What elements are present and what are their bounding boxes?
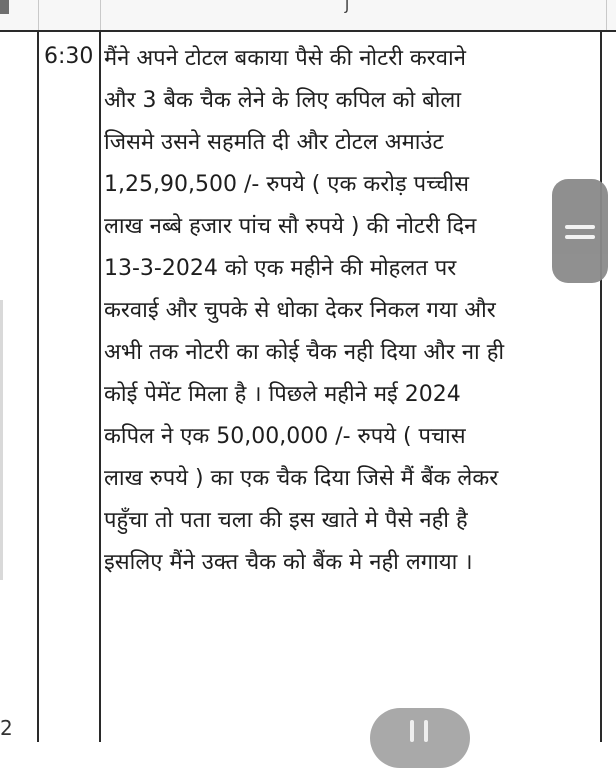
header-divider	[606, 0, 607, 30]
text-line: करवाई और चुपके से धोका देकर निकल गया और	[104, 298, 496, 323]
time-cell: 6:30	[44, 44, 94, 69]
grid-line-middle	[99, 30, 101, 742]
text-line: 13-3-2024 को एक महीने की मोहलत पर	[104, 256, 457, 281]
row-number: 2	[0, 716, 13, 740]
text-line: लाख नब्बे हजार पांच सौ रुपये ) की नोटरी दिन	[104, 214, 477, 239]
text-line: 1,25,90,500 /- रुपये ( एक करोड़ पच्चीस	[104, 172, 470, 197]
handle-grip	[565, 235, 595, 239]
text-line: और 3 बैक चैक लेने के लिए कपिल को बोला	[104, 88, 462, 113]
handle-grip	[565, 225, 595, 229]
header-divider	[100, 0, 101, 30]
text-line: कोई पेमेंट मिला है । पिछले महीने मई 2024	[104, 382, 461, 407]
handle-bar	[424, 720, 428, 742]
text-line: कपिल ने एक 50,00,000 /- रुपये ( पचास	[104, 424, 466, 449]
text-line: इसलिए मैंने उक्त चैक को बैंक मे नही लगाया ।	[104, 550, 473, 575]
handle-bar	[410, 720, 414, 742]
text-line: मैंने अपने टोटल बकाया पैसे की नोटरी करवाने	[104, 46, 466, 71]
header-glyph: J	[345, 0, 350, 14]
selection-marker	[0, 0, 9, 14]
header-divider	[38, 0, 39, 30]
text-line: जिसमे उसने सहमति दी और टोटल अमाउंट	[104, 130, 444, 155]
text-line: पहुँचा तो पता चला की इस खाते मे पैसे नही है	[104, 508, 468, 533]
text-line: अभी तक नोटरी का कोई चैक नही दिया और ना ही	[104, 340, 505, 365]
pause-handle-icon[interactable]	[370, 708, 470, 768]
text-line: लाख रुपये ) का एक चैक दिया जिसे मैं बैंक लेकर	[104, 466, 499, 491]
grid-line-right	[600, 30, 602, 742]
grid-line-left	[37, 30, 39, 742]
entry-text-block	[104, 38, 574, 584]
header-strip	[0, 0, 616, 32]
drag-handle-icon[interactable]	[552, 179, 608, 283]
left-edge-marker	[0, 300, 3, 580]
